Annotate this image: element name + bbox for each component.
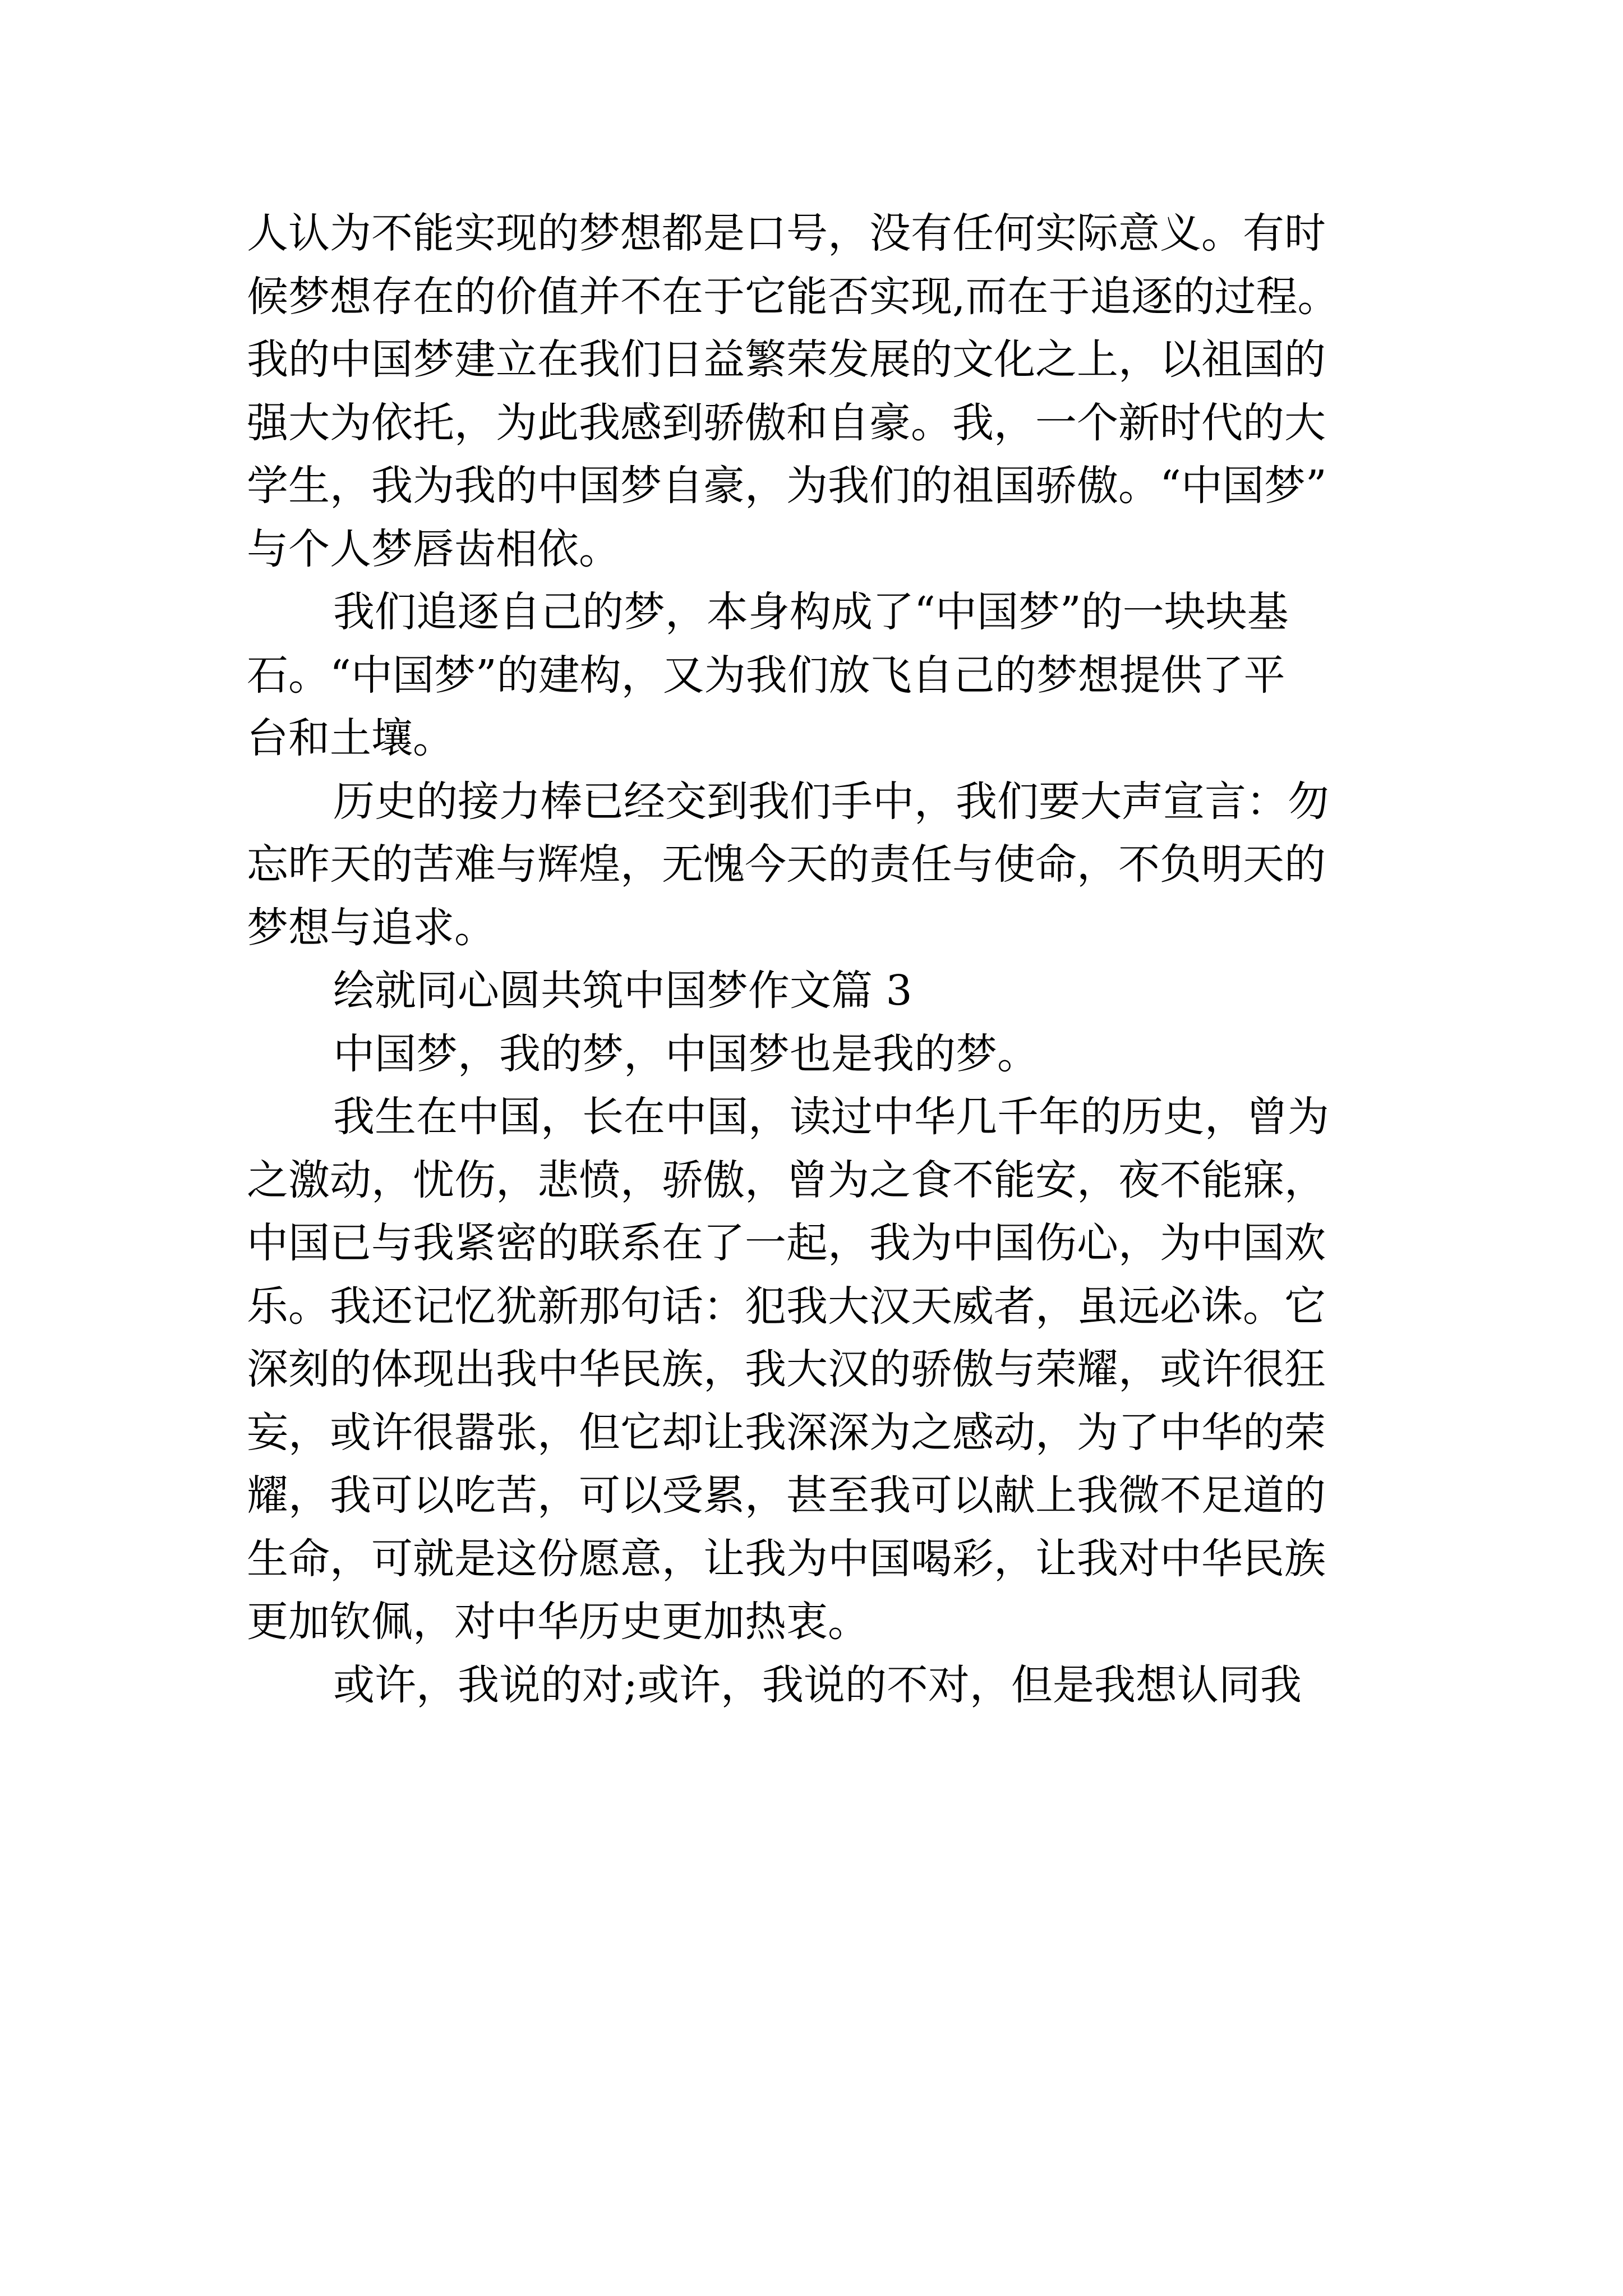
text-line: 我的中国梦建立在我们日益繁荣发展的文化之上，以祖国的	[247, 335, 1326, 384]
text-line: 深刻的体现出我中华民族，我大汉的骄傲与荣耀，或许很狂	[247, 1345, 1326, 1393]
text-line: 学生，我为我的中国梦自豪，为我们的祖国骄傲。“中国梦”	[247, 462, 1327, 510]
text-line: 石。“中国梦”的建构，又为我们放飞自己的梦想提供了平	[247, 651, 1285, 700]
paragraph-first-line: 中国梦，我的梦，中国梦也是我的梦。	[333, 1029, 1039, 1078]
text-line: 妄，或许很嚣张，但它却让我深深为之感动，为了中华的荣	[247, 1408, 1326, 1457]
text-line: 忘昨天的苦难与辉煌，无愧今天的责任与使命，不负明天的	[247, 840, 1326, 889]
paragraph-first-line: 我们追逐自己的梦，本身构成了“中国梦”的一块块基	[333, 588, 1289, 636]
text-line: 生命，可就是这份愿意，让我为中国喝彩，让我对中华民族	[247, 1534, 1326, 1583]
text-line: 耀，我可以吃苦，可以受累，甚至我可以献上我微不足道的	[247, 1471, 1326, 1520]
body-text	[247, 202, 1424, 1717]
text-line: 之激动，忧伤，悲愤，骄傲，曾为之食不能安，夜不能寐，	[247, 1156, 1326, 1204]
text-line: 梦想与追求。	[247, 903, 496, 952]
paragraph-first-line: 历史的接力棒已经交到我们手中，我们要大声宣言：勿	[333, 777, 1329, 826]
text-line: 人认为不能实现的梦想都是口号，没有任何实际意义。有时	[247, 209, 1326, 257]
text-line: 台和土壤。	[247, 714, 454, 762]
text-line: 乐。我还记忆犹新那句话：犯我大汉天威者，虽远必诛。它	[247, 1282, 1326, 1331]
paragraph-first-line: 我生在中国，长在中国，读过中华几千年的历史，曾为	[333, 1093, 1329, 1141]
paragraph-first-line: 或许，我说的对;或许，我说的不对，但是我想认同我	[333, 1660, 1302, 1709]
section-heading: 绘就同心圆共筑中国梦作文篇 3	[333, 967, 912, 1015]
text-line: 与个人梦唇齿相依。	[247, 524, 620, 573]
text-line: 候梦想存在的价值并不在于它能否实现,而在于追逐的过程。	[247, 272, 1339, 321]
text-line: 更加钦佩，对中华历史更加热衷。	[247, 1598, 869, 1646]
text-line: 中国已与我紧密的联系在了一起，我为中国伤心，为中国欢	[247, 1219, 1326, 1267]
text-line: 强大为依托，为此我感到骄傲和自豪。我，一个新时代的大	[247, 398, 1326, 447]
